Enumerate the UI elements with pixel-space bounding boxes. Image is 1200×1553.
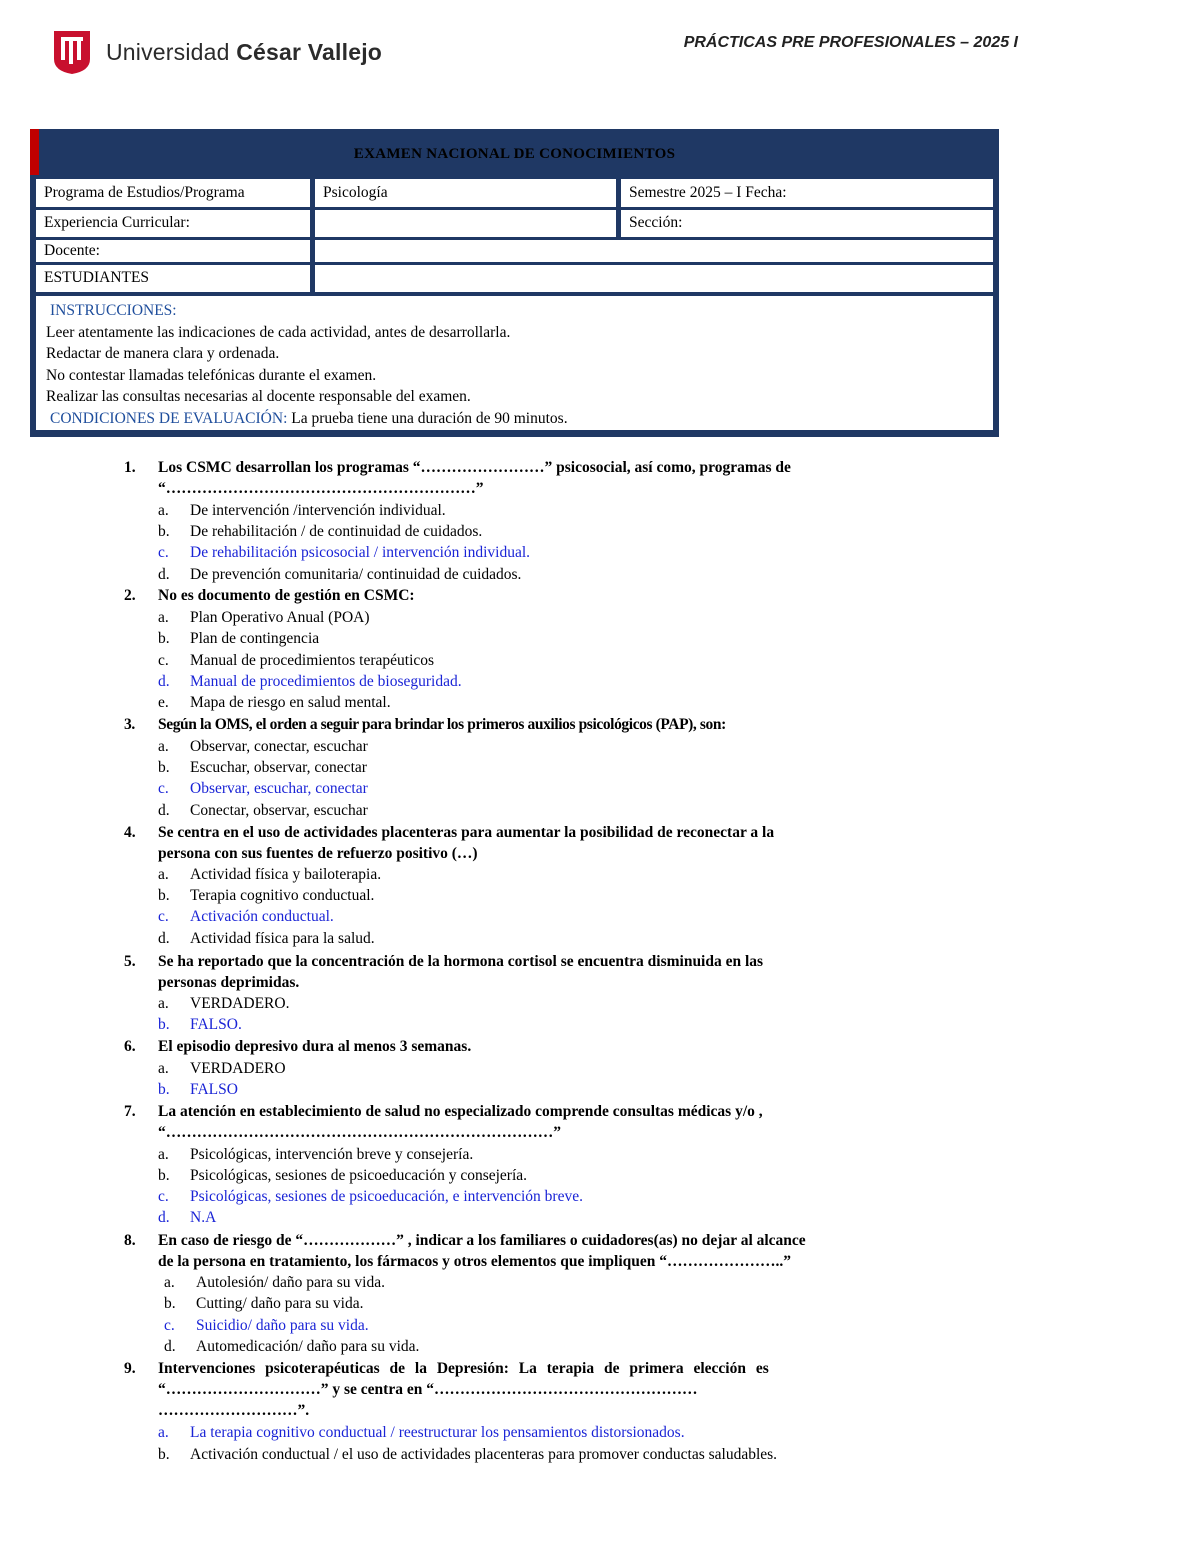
option-1b[interactable]: b. De rehabilitación / de continuidad de cuidados. — [158, 523, 483, 540]
option-8c-highlighted[interactable]: c. Suicidio/ daño para su vida. — [164, 1317, 369, 1334]
option-6a[interactable]: a. VERDADERO — [158, 1060, 286, 1077]
option-4b[interactable]: b. Terapia cognitivo conductual. — [158, 887, 375, 904]
university-logo — [52, 28, 382, 76]
question-1: 1. Los CSMC desarrollan los programas “……………………” psicosocial, así como, programas de “……………………………………………………” — [124, 457, 940, 499]
option-8b[interactable]: b. Cutting/ daño para su vida. — [164, 1295, 364, 1312]
question-text: En caso de riesgo de “………………” , indicar a los familiares o cuidadores(as) no dejar al alcance — [158, 1232, 806, 1249]
option-2c[interactable]: c. Manual de procedimientos terapéuticos — [158, 652, 435, 669]
instruction-line: Realizar las consultas necesarias al docente responsable del examen. — [46, 388, 471, 405]
option-7b[interactable]: b. Psicológicas, sesiones de psicoeducación y consejería. — [158, 1167, 528, 1184]
question-text: “…………………………………………………………………” — [158, 1124, 561, 1141]
estudiantes-label: ESTUDIANTES — [36, 265, 310, 292]
question-text: Se centra en el uso de actividades placenteras para aumentar la posibilidad de reconectar a la — [158, 824, 775, 841]
question-text: El episodio depresivo dura al menos 3 semanas. — [158, 1038, 472, 1055]
experiencia-label: Experiencia Curricular: — [36, 210, 310, 237]
seccion-label: Sección: — [621, 210, 993, 237]
option-1a[interactable]: a. De intervención /intervención individual. — [158, 502, 446, 519]
question-text: No es documento de gestión en CSMC: — [158, 587, 415, 604]
option-3a[interactable]: a. Observar, conectar, escuchar — [158, 738, 368, 755]
option-8a[interactable]: a. Autolesión/ daño para su vida. — [164, 1274, 385, 1291]
option-2d-highlighted[interactable]: d. Manual de procedimientos de bioseguridad. — [158, 673, 462, 690]
estudiantes-value-field — [315, 265, 993, 292]
option-9b[interactable]: b. Activación conductual / el uso de actividades placenteras para promover conductas saludables. — [158, 1446, 778, 1463]
option-8d[interactable]: d. Automedicación/ daño para su vida. — [164, 1338, 420, 1355]
instructions-panel — [36, 296, 993, 430]
option-4d[interactable]: d. Actividad física para la salud. — [158, 930, 375, 947]
instruction-line: No contestar llamadas telefónicas durante el examen. — [46, 366, 377, 384]
option-3c-highlighted[interactable]: c. Observar, escuchar, conectar — [158, 780, 368, 797]
docente-label: Docente: — [36, 240, 310, 262]
question-text: de la persona en tratamiento, los fármacos y otros elementos que impliquen “…………………..” — [158, 1253, 792, 1270]
option-3d[interactable]: d. Conectar, observar, escuchar — [158, 802, 368, 819]
instructions-title: INSTRUCCIONES: — [50, 302, 177, 319]
option-3b[interactable]: b. Escuchar, observar, conectar — [158, 759, 367, 776]
instruction-line: Leer atentamente las indicaciones de cada actividad, antes de desarrollarla. — [46, 323, 511, 341]
option-9a-highlighted[interactable]: a. La terapia cognitivo conductual / reestructurar los pensamientos distorsionados. — [158, 1424, 685, 1441]
question-2: 2. No es documento de gestión en CSMC: — [124, 585, 940, 606]
docente-value-field — [315, 240, 993, 262]
option-1c-highlighted[interactable]: c. De rehabilitación psicosocial / intervención individual. — [158, 544, 531, 561]
question-4: 4. Se centra en el uso de actividades placenteras para aumentar la posibilidad de reconectar a la persona con sus fuentes de refuerzo positivo (…) — [124, 822, 940, 864]
programa-label: Programa de Estudios/Programa — [36, 179, 310, 207]
question-6: 6. El episodio depresivo dura al menos 3 semanas. — [124, 1036, 940, 1057]
question-9: 9. Intervenciones psicoterapéuticas de la Depresión: La terapia de primera elección es “…………………………” y se centra en “…………………………………………… ………………………”. — [124, 1358, 940, 1421]
question-text: persona con sus fuentes de refuerzo positivo (…) — [158, 845, 478, 862]
question-3: 3. Según la OMS, el orden a seguir para brindar los primeros auxilios psicológicos (PAP), son: — [124, 714, 940, 735]
page-header-title: PRÁCTICAS PRE PROFESIONALES – 2025 I — [683, 34, 1018, 51]
question-text: “……………………………………………………” — [158, 480, 484, 497]
experiencia-value-field — [315, 210, 616, 237]
option-7d-highlighted[interactable]: d. N.A — [158, 1209, 217, 1226]
question-5: 5. Se ha reportado que la concentración de la hormona cortisol se encuentra disminuida en las personas deprimidas. — [124, 951, 940, 993]
option-4a[interactable]: a. Actividad física y bailoterapia. — [158, 866, 382, 883]
option-2a[interactable]: a. Plan Operativo Anual (POA) — [158, 609, 370, 626]
option-7c-highlighted[interactable]: c. Psicológicas, sesiones de psicoeducación, e intervención breve. — [158, 1188, 583, 1205]
question-7: 7. La atención en establecimiento de salud no especializado comprende consultas médicas y/o , “…………………………………………………………………” — [124, 1101, 940, 1143]
question-text: “…………………………” y se centra en “…………………………………………… — [158, 1381, 698, 1398]
question-8: 8. En caso de riesgo de “………………” , indicar a los familiares o cuidadores(as) no dejar al alcance de la persona en tratamiento, los fármacos y otros elementos que impliquen “…………………..” — [124, 1230, 940, 1272]
question-text: Se ha reportado que la concentración de la hormona cortisol se encuentra disminuida en las — [158, 953, 764, 970]
option-5a[interactable]: a. VERDADERO. — [158, 995, 290, 1012]
instruction-line: Redactar de manera clara y ordenada. — [46, 345, 280, 362]
question-text: La atención en establecimiento de salud no especializado comprende consultas médicas y/o , — [158, 1103, 763, 1120]
option-4c-highlighted[interactable]: c. Activación conductual. — [158, 908, 334, 925]
option-2b[interactable]: b. Plan de contingencia — [158, 630, 320, 647]
question-text: Los CSMC desarrollan los programas “……………………” psicosocial, así como, programas de — [158, 459, 791, 476]
exam-title: EXAMEN NACIONAL DE CONOCIMIENTOS — [353, 146, 676, 162]
ucv-shield-icon — [52, 29, 92, 75]
question-text: personas deprimidas. — [158, 974, 300, 991]
programa-value: Psicología — [315, 179, 616, 207]
semestre-fecha-field: Semestre 2025 – I Fecha: — [621, 179, 993, 207]
evaluation-conditions: CONDICIONES DE EVALUACIÓN: La prueba tiene una duración de 90 minutos. — [50, 409, 568, 427]
option-2e[interactable]: e. Mapa de riesgo en salud mental. — [158, 694, 391, 711]
option-1d[interactable]: d. De prevención comunitaria/ continuidad de cuidados. — [158, 566, 522, 583]
option-7a[interactable]: a. Psicológicas, intervención breve y consejería. — [158, 1146, 474, 1163]
option-6b-highlighted[interactable]: b. FALSO — [158, 1081, 238, 1098]
option-5b-highlighted[interactable]: b. FALSO. — [158, 1016, 242, 1033]
question-text: Según la OMS, el orden a seguir para brindar los primeros auxilios psicológicos (PAP), son: — [158, 716, 726, 733]
question-text: ………………………”. — [158, 1402, 310, 1419]
question-text: Intervenciones psicoterapéuticas de la Depresión: La terapia de primera elección es — [158, 1360, 769, 1377]
university-name: Universidad César Vallejo — [106, 38, 383, 65]
